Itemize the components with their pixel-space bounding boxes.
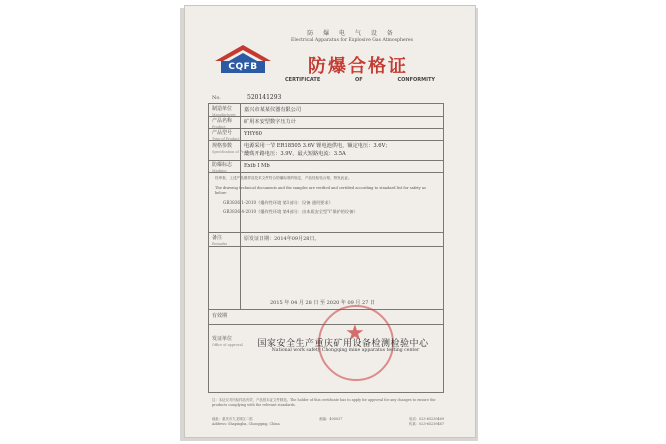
certificate-title-en <box>285 77 435 83</box>
product-label-cn: 产品名称 <box>212 118 233 124</box>
row-divider <box>209 116 443 117</box>
inspection-text-cn: 经审查，上述产品图样及技术文件符合防爆标准的规定，产品经检验合格，特发此证。 <box>215 176 352 180</box>
row-divider <box>209 246 443 247</box>
manufacturer-label-en: Manufacturer <box>212 113 236 117</box>
issuer-label-cn: 发证单位 <box>212 336 233 342</box>
issuer-name-cn: 国家安全生产重庆矿用设备检测检验中心 <box>257 339 429 349</box>
product-label-en: Product <box>212 125 226 129</box>
standard-item: GB3836.1-2010《爆炸性环境 第1部分：设备 通用要求》 <box>223 200 333 205</box>
inspection-text-en: The drawing technical documents and the samples are verified and certified according to standard list for safety as below: <box>215 186 426 195</box>
issuer-label-en: Office of approval <box>212 343 243 347</box>
remark-value: 原发证日期：2014年09月28日。 <box>244 236 320 242</box>
footer-address-en: Address: Shapingba, Chongqing, China <box>212 422 280 426</box>
footer-address: 地址：重庆市九龙坡区二郎 <box>212 417 253 421</box>
validity-label: 有效期 <box>212 313 228 319</box>
model-label-en: Type of Product <box>212 137 240 141</box>
certificate-no-label: No. <box>212 95 221 101</box>
marking-value: Exib I Mb <box>244 163 270 169</box>
row-divider <box>209 160 443 161</box>
marking-label <box>212 162 232 174</box>
issuer-name-en: National work safety Chongqing mine apparatus testing center <box>271 348 420 353</box>
model-value: YHY60 <box>244 131 262 137</box>
product-label <box>212 118 232 130</box>
marking-label-cn: 防爆标志 <box>212 162 233 168</box>
manufacturer-value: 嘉兴市某某仪器有限公司 <box>244 107 302 113</box>
column-divider <box>240 104 241 309</box>
row-divider <box>209 140 443 141</box>
standard-item: GB3836.4-2010《爆炸性环境 第4部分：由本质安全型"i"保护的设备》 <box>223 209 358 214</box>
title-en-word: CONFORMITY <box>397 77 435 83</box>
logo-text: CQFB <box>221 61 265 73</box>
manufacturer-label-cn: 制造单位 <box>212 106 233 112</box>
manufacturer-label <box>212 106 236 118</box>
footer-note: 注：本证仅对所检样品有效，产品按本证文件制造。The holder of this certificate has to apply for approval for any changes to ensure the products complying with the relevant standards. <box>212 398 436 407</box>
spec-label-cn: 规格参数 <box>212 143 233 149</box>
certificate-no-value: 520141293 <box>247 94 282 101</box>
title-en-word: CERTIFICATE <box>285 77 321 83</box>
spec-line-1: 电源采用一节 ER18505 3.6V 锂电池供电，额定电压：3.6V； <box>244 143 391 149</box>
marking-label-en: Marking <box>212 169 227 173</box>
certificate-title: 防爆合格证 <box>308 56 408 77</box>
footer-fax: 传真：023-65239467 <box>408 422 444 426</box>
remark-label <box>212 235 227 247</box>
footer-tel: 电话：023-65239469 <box>408 417 444 421</box>
footer-contact <box>212 417 444 427</box>
remark-label-en: Remarks <box>212 242 228 246</box>
row-divider <box>209 172 443 173</box>
header-subtitle-en: Electrical Apparatus for Explosive Gas Atmospheres <box>291 38 413 43</box>
spec-line-2: 最高开路电压：3.9V，最大短路电流：3.5A <box>244 151 346 157</box>
row-divider <box>209 232 443 233</box>
row-divider <box>209 309 443 310</box>
title-en-word: OF <box>355 77 363 83</box>
spec-label-en: Specification of Product <box>212 150 254 154</box>
model-label <box>212 130 239 142</box>
seal-star-icon: ★ <box>345 321 365 346</box>
remark-label-cn: 备注 <box>212 235 223 241</box>
header-subtitle-cn: 防 爆 电 气 设 备 <box>307 30 397 37</box>
model-label-cn: 产品型号 <box>212 130 233 136</box>
footer-postcode: 邮编：400037 <box>319 417 343 421</box>
validity-value: 2015 年 04 月 28 日 至 2020 年 09 月 27 日 <box>270 300 375 306</box>
row-divider <box>209 128 443 129</box>
product-value: 矿用本安型数字压力计 <box>244 119 296 125</box>
